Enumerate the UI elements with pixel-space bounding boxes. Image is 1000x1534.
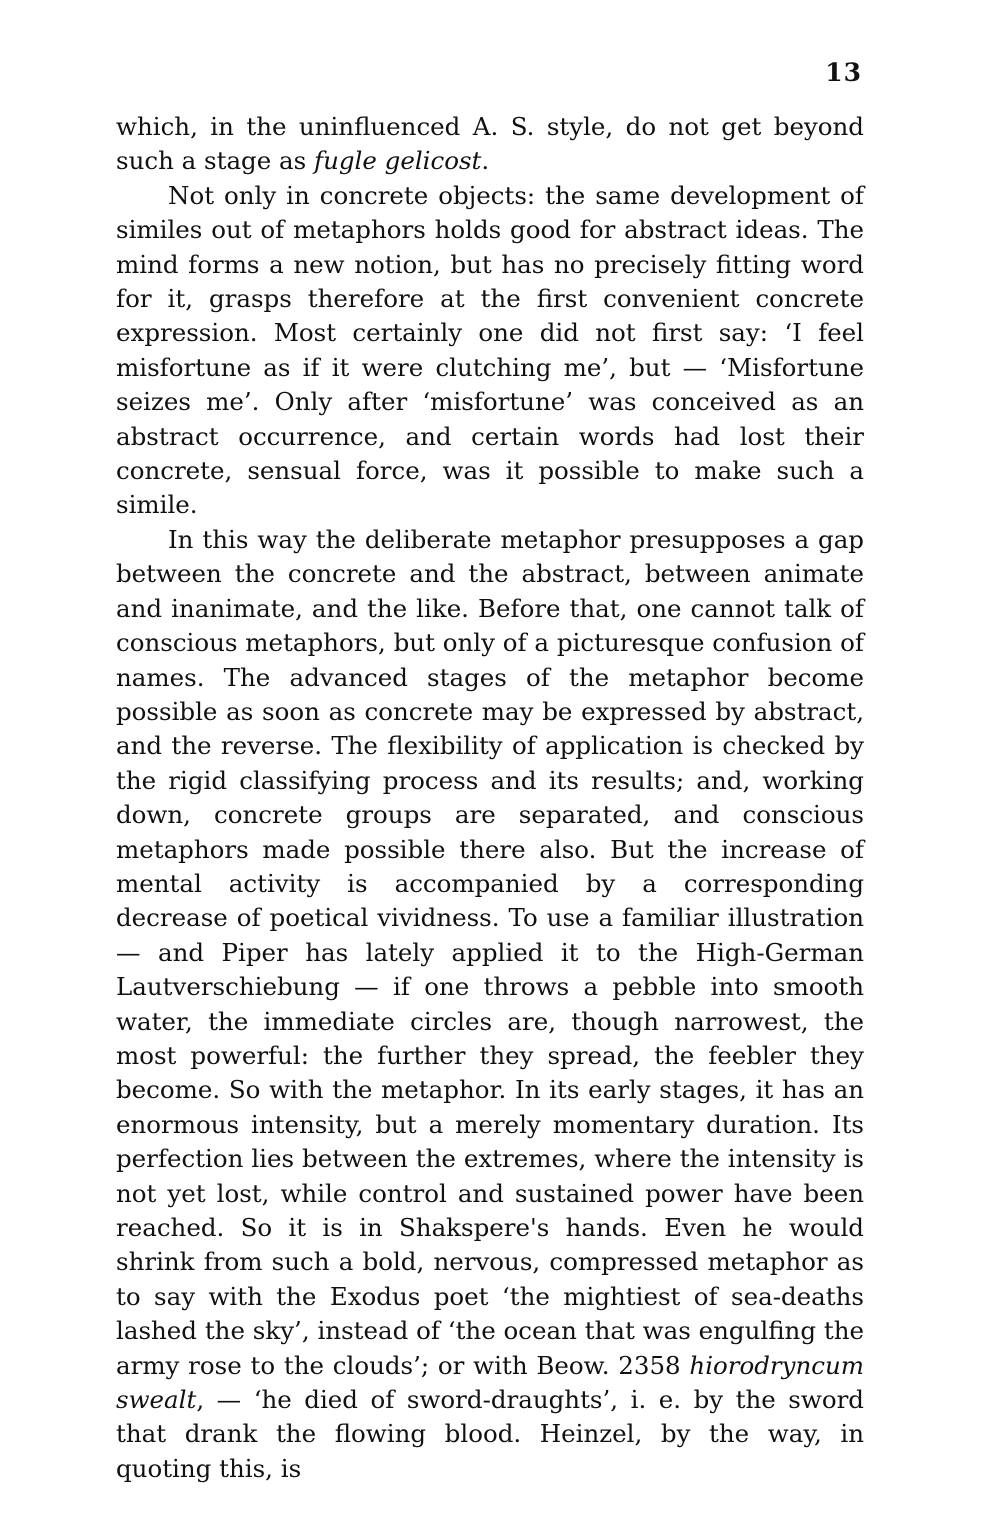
italic-phrase: hiorodryncum swealt <box>116 1350 864 1415</box>
body-text <box>116 110 864 1486</box>
paragraph-3 <box>116 523 864 1486</box>
text-segment: , — ‘he died of sword-draughts’, i. e. by the sword that drank the flowing blood. Heinzel, by the way, in quoting this, is <box>116 1385 864 1483</box>
text-segment: . <box>481 146 490 176</box>
italic-phrase: fugle gelicost <box>314 146 482 176</box>
paragraph-1 <box>116 110 864 179</box>
page-number: 13 <box>825 58 862 87</box>
paragraph-2 <box>116 179 864 523</box>
text-segment: Not only in concrete objects: the same development of similes out of metaphors holds good for abstract ideas. The mind forms a new notion, but has no precisely fitting word for it, grasps therefore at the first convenient concrete expression. Most certainly one did not first say: ‘I feel misfortune as if it were clutching me’, but — ‘Misfortune seizes me’. Only after ‘misfortune’ was conceived as an abstract occurrence, and certain words had lost their concrete, sensual force, was it possible to make such a simile. <box>116 180 864 520</box>
text-segment: In this way the deliberate metaphor presupposes a gap between the concrete and the abstract, between animate and inanimate, and the like. Before that, one cannot talk of conscious metaphors, but only of a picturesque confusion of names. The advanced stages of the metaphor become possible as soon as concrete may be expressed by abstract, and the reverse. The flexibility of application is checked by the rigid classifying process and its results; and, working down, concrete groups are separated, and conscious metaphors made possible there also. But the increase of mental activity is accompanied by a corresponding decrease of poetical vividness. To use a familiar illustration — and Piper has lately applied it to the High-German Lautverschiebung — if one throws a pebble into smooth water, the immediate circles are, though narrowest, the most powerful: the further they spread, the feebler they become. So with the metaphor. In its early stages, it has an enormous intensity, but a merely momentary duration. Its perfection lies between the extremes, where the intensity is not yet lost, while control and sustained power have been reached. So it is in Shakspere's hands. Even he would shrink from such a bold, nervous, compressed metaphor as to say with the Exodus poet ‘the mightiest of sea-deaths lashed the sky’, instead of ‘the ocean that was engulfing the army rose to the clouds’; or with Beow. 2358 <box>116 524 864 1380</box>
text-segment: which, in the uninfluenced A. S. style, do not get beyond such a stage as <box>116 112 864 176</box>
